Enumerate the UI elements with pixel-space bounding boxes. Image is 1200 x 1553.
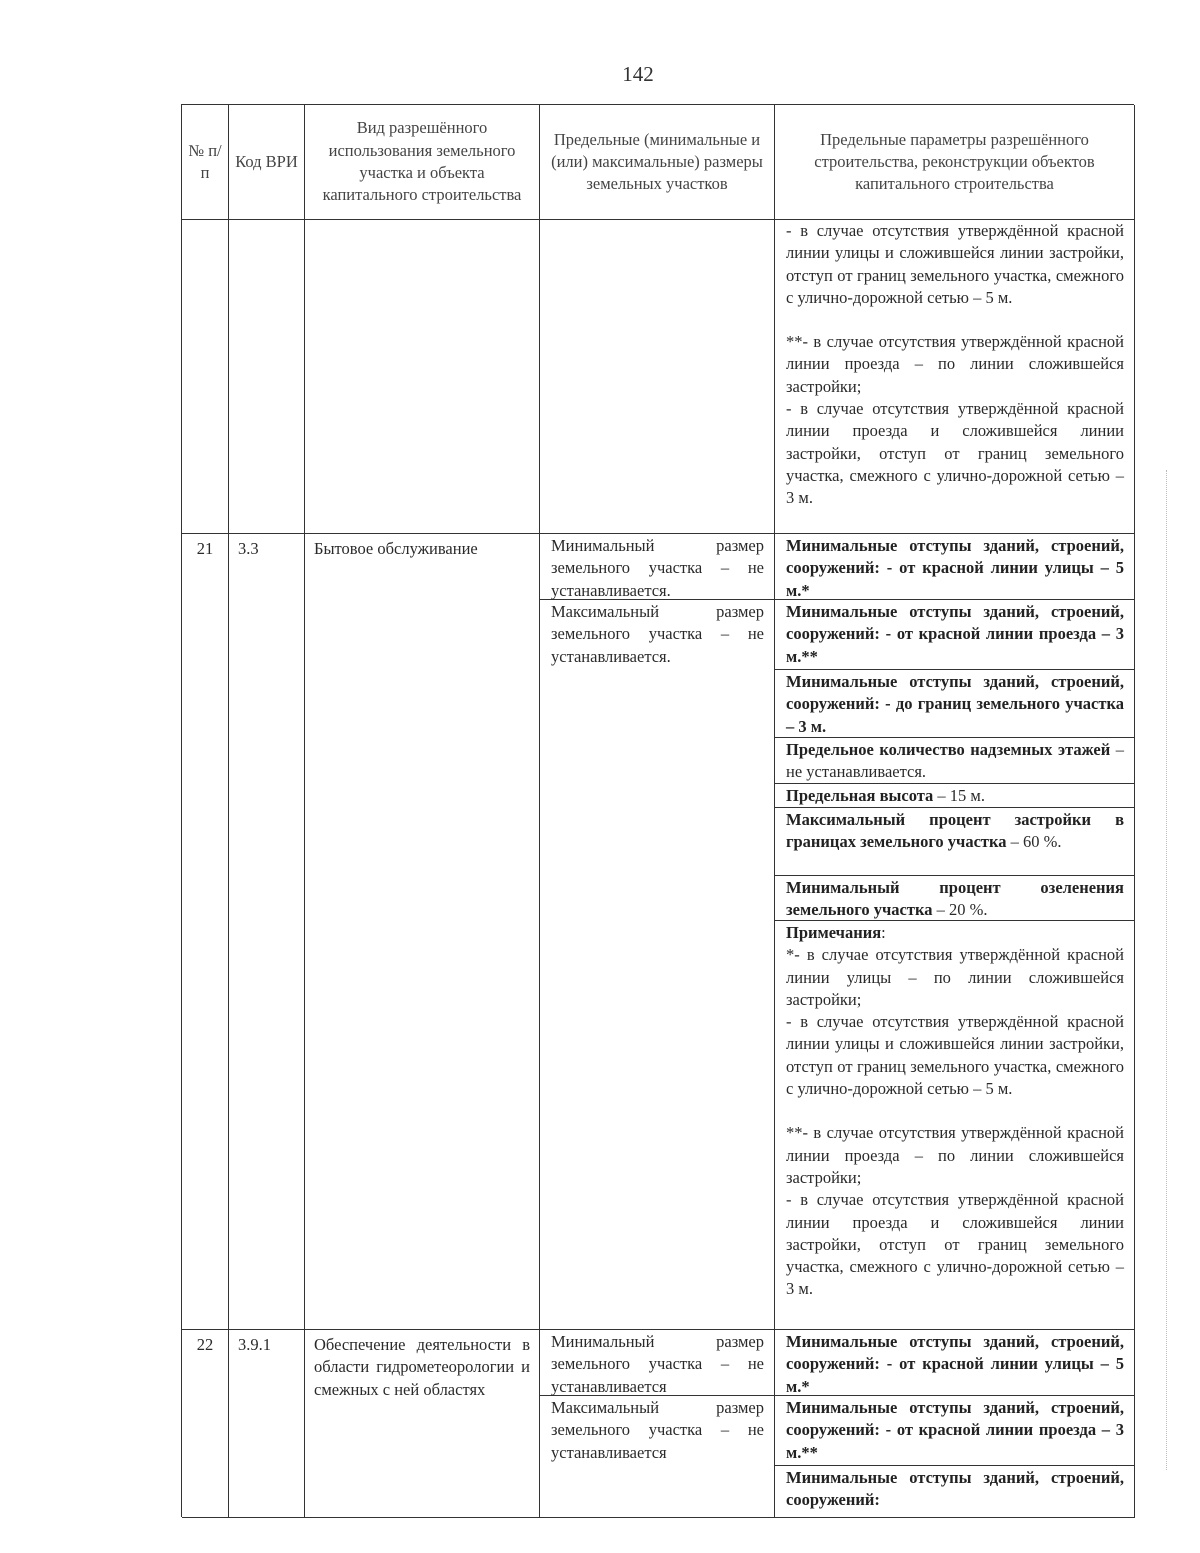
cont-note-3: - в случае отсутствия утверждённой красной линии проезда и сложившейся линии застройки, отступ от границ земельного участка, смежного с улично-дорожной сетью – 3 м. xyxy=(786,399,1124,508)
cont-note-2: **- в случае отсутствия утверждённой красной линии проезда – по линии сложившейся застройки; xyxy=(786,332,1124,396)
row21-note-2: - в случае отсутствия утверждённой красной линии улицы и сложившейся линии застройки, отступ от границ земельного участка, смежного с улично-дорожной сетью – 5 м. xyxy=(786,1012,1124,1099)
cont-use-cell xyxy=(305,220,540,534)
cont-code-cell xyxy=(229,220,305,534)
header-num: № п/п xyxy=(182,105,229,220)
row21-max-size: Максимальный размер земельного участка – не устанавливается. xyxy=(551,602,764,666)
row21-build-percent: Максимальный процент застройки в границах земельного участка – 60 %. xyxy=(775,808,1134,876)
row21-setback-boundary: Минимальные отступы зданий, строений, сооружений: - до границ земельного участка – 3 м. xyxy=(775,670,1134,738)
row21-min-size: Минимальный размер земельного участка – не устанавливается. xyxy=(540,534,774,600)
row21-note-4: - в случае отсутствия утверждённой красной линии проезда и сложившейся линии застройки, отступ от границ земельного участка, смежного с улично-дорожной сетью – 3 м. xyxy=(786,1190,1124,1299)
row21-num: 21 xyxy=(182,534,229,1330)
row21-code: 3.3 xyxy=(229,534,305,1330)
row21-notes-title: Примечания: xyxy=(786,923,886,942)
cont-sizes-cell xyxy=(540,220,775,534)
cont-note-1: - в случае отсутствия утверждённой красной линии улицы и сложившейся линии застройки, отступ от границ земельного участка, смежного с улично-дорожной сетью – 5 м. xyxy=(786,221,1124,307)
row21-height: Предельная высота – 15 м. xyxy=(775,784,1134,808)
row22-params xyxy=(775,1330,1135,1518)
row22-max-size: Максимальный размер земельного участка – не устанавливается xyxy=(551,1398,764,1462)
row21-use: Бытовое обслуживание xyxy=(305,534,540,1330)
page-number: 142 xyxy=(622,62,654,86)
row22-use: Обеспечение деятельности в области гидрометеорологии и смежных с ней областях xyxy=(305,1330,540,1518)
row22-setback-street: Минимальные отступы зданий, строений, сооружений: - от красной линии улицы – 5 м.* xyxy=(775,1330,1134,1396)
row21-note-1: *- в случае отсутствия утверждённой красной линии улицы – по линии сложившейся застройки; xyxy=(786,945,1124,1009)
row22-setback-boundary: Минимальные отступы зданий, строений, сооружений: xyxy=(786,1468,1124,1510)
header-code: Код ВРИ xyxy=(229,105,305,220)
row22-sizes xyxy=(540,1330,775,1518)
row21-params xyxy=(775,534,1135,1330)
row21-sizes xyxy=(540,534,775,1330)
row21-setback-passage: Минимальные отступы зданий, строений, сооружений: - от красной линии проезда – 3 м.** xyxy=(775,600,1134,670)
row21-notes xyxy=(775,921,1134,1329)
header-sizes: Предельные (минимальные и (или) максимальные) размеры земельных участков xyxy=(540,105,775,220)
row22-code: 3.9.1 xyxy=(229,1330,305,1518)
row21-green-percent: Минимальный процент озеленения земельного участка – 20 %. xyxy=(775,876,1134,921)
cont-num-cell xyxy=(182,220,229,534)
row22-min-size: Минимальный размер земельного участка – не устанавливается xyxy=(540,1330,774,1396)
row21-setback-street: Минимальные отступы зданий, строений, сооружений: - от красной линии улицы – 5 м.* xyxy=(775,534,1134,600)
header-use: Вид разрешённого использования земельного участка и объекта капитального строительства xyxy=(305,105,540,220)
cont-params-cell xyxy=(775,220,1135,534)
row21-note-3: **- в случае отсутствия утверждённой красной линии проезда – по линии сложившейся застройки; xyxy=(786,1123,1124,1187)
regulations-table xyxy=(181,104,1134,1517)
row22-setback-passage: Минимальные отступы зданий, строений, сооружений: - от красной линии проезда – 3 м.** xyxy=(775,1396,1134,1466)
row22-num: 22 xyxy=(182,1330,229,1518)
row21-floors: Предельное количество надземных этажей – не устанавливается. xyxy=(775,738,1134,784)
header-params: Предельные параметры разрешённого строительства, реконструкции объектов капитального строительства xyxy=(775,105,1135,220)
scan-margin-dots xyxy=(1166,470,1169,1470)
